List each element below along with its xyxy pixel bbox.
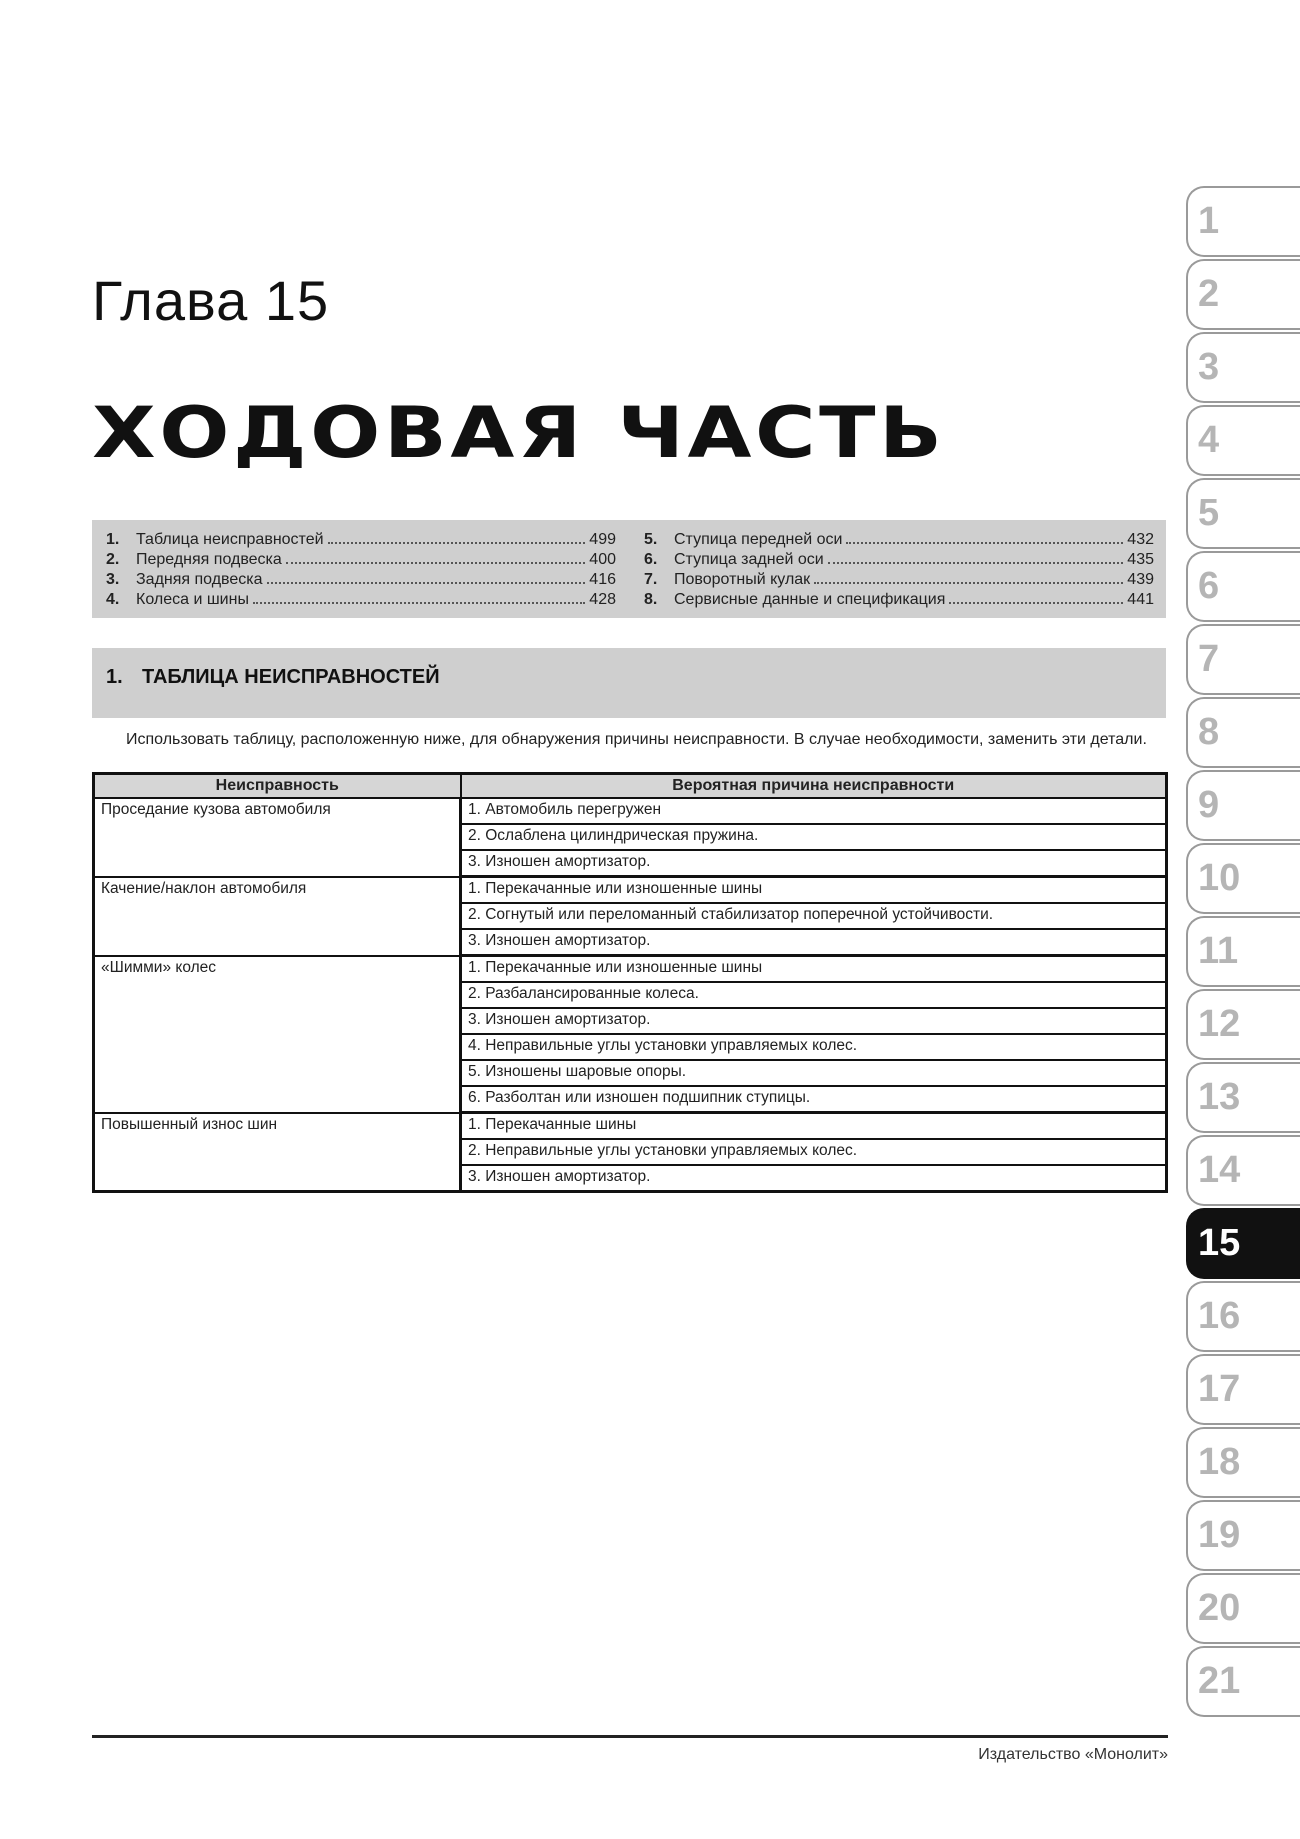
chapter-tabs — [1186, 186, 1300, 1719]
chapter-tab-5[interactable] — [1186, 478, 1300, 549]
fault-cell: Проседание кузова автомобиля — [94, 798, 461, 877]
chapter-tab-label: 21 — [1198, 1660, 1241, 1702]
table-row — [94, 798, 1167, 824]
toc-entry-title: Поворотный кулак — [674, 571, 811, 588]
toc-column-left — [106, 530, 616, 610]
chapter-tab-17[interactable] — [1186, 1354, 1300, 1425]
toc-leader-dots — [328, 541, 586, 544]
chapter-tab-label: 6 — [1198, 565, 1220, 607]
cause-cell: 6. Разболтан или изношен подшипник ступицы. — [461, 1086, 1167, 1113]
chapter-tab-label: 17 — [1198, 1368, 1241, 1410]
chapter-tab-4[interactable] — [1186, 405, 1300, 476]
chapter-tab-9[interactable] — [1186, 770, 1300, 841]
chapter-tab-3[interactable] — [1186, 332, 1300, 403]
chapter-tab-label: 18 — [1198, 1441, 1241, 1483]
chapter-tab-15[interactable] — [1186, 1208, 1300, 1279]
cause-cell: 4. Неправильные углы установки управляемых колес. — [461, 1034, 1167, 1060]
section-intro: Использовать таблицу, расположенную ниже, для обнаружения причины неисправности. В случае необходимости, заменить эти детали. — [126, 731, 1147, 748]
toc-entry[interactable] — [644, 590, 1154, 610]
chapter-tab-label: 5 — [1198, 492, 1220, 534]
cause-cell: 5. Изношены шаровые опоры. — [461, 1060, 1167, 1086]
chapter-title: ХОДОВАЯ ЧАСТЬ — [92, 392, 946, 474]
section-title: ТАБЛИЦА НЕИСПРАВНОСТЕЙ — [142, 666, 440, 688]
chapter-tab-label: 12 — [1198, 1003, 1241, 1045]
publisher-name: Издательство «Монолит» — [978, 1746, 1168, 1763]
fault-cell: Повышенный износ шин — [94, 1113, 461, 1192]
toc-entry-title: Ступица передней оси — [674, 531, 843, 548]
chapter-tab-label: 9 — [1198, 784, 1220, 826]
header-fault: Неисправность — [94, 774, 461, 799]
chapter-tab-label: 13 — [1198, 1076, 1241, 1118]
toc-entry-page: 400 — [589, 551, 616, 568]
chapter-tab-label: 1 — [1198, 200, 1220, 242]
chapter-tab-label: 11 — [1198, 930, 1239, 972]
table-of-contents — [92, 520, 1166, 618]
chapter-tab-label: 3 — [1198, 346, 1220, 388]
chapter-tab-14[interactable] — [1186, 1135, 1300, 1206]
cause-cell: 2. Неправильные углы установки управляемых колес. — [461, 1139, 1167, 1165]
chapter-tab-6[interactable] — [1186, 551, 1300, 622]
header-cause: Вероятная причина неисправности — [461, 774, 1167, 799]
toc-entry-title: Передняя подвеска — [136, 551, 282, 568]
toc-entry-page: 432 — [1127, 531, 1154, 548]
toc-entry-number: 7. — [644, 571, 658, 588]
toc-entry-title: Таблица неисправностей — [136, 531, 324, 548]
toc-entry-page: 428 — [589, 591, 616, 608]
toc-leader-dots — [949, 601, 1123, 604]
toc-entry-page: 435 — [1127, 551, 1154, 568]
faults-table — [92, 772, 1168, 1193]
chapter-tab-13[interactable] — [1186, 1062, 1300, 1133]
chapter-tab-19[interactable] — [1186, 1500, 1300, 1571]
chapter-tab-11[interactable] — [1186, 916, 1300, 987]
chapter-tab-label: 8 — [1198, 711, 1220, 753]
toc-entry[interactable] — [106, 550, 616, 570]
toc-leader-dots — [286, 561, 585, 564]
cause-cell: 2. Ослаблена цилиндрическая пружина. — [461, 824, 1167, 850]
chapter-tab-label: 16 — [1198, 1295, 1241, 1337]
fault-cell: «Шимми» колес — [94, 956, 461, 1113]
table-row — [94, 956, 1167, 983]
toc-entry-page: 439 — [1127, 571, 1154, 588]
toc-entry-number: 2. — [106, 551, 120, 568]
chapter-tab-label: 10 — [1198, 857, 1241, 899]
fault-cell: Качение/наклон автомобиля — [94, 877, 461, 956]
chapter-tab-label: 4 — [1198, 419, 1220, 461]
cause-cell: 3. Изношен амортизатор. — [461, 850, 1167, 877]
chapter-tab-10[interactable] — [1186, 843, 1300, 914]
cause-cell: 3. Изношен амортизатор. — [461, 929, 1167, 956]
cause-cell: 3. Изношен амортизатор. — [461, 1165, 1167, 1192]
cause-cell: 1. Автомобиль перегружен — [461, 798, 1167, 824]
chapter-tab-18[interactable] — [1186, 1427, 1300, 1498]
toc-entry-title: Колеса и шины — [136, 591, 249, 608]
toc-entry-number: 1. — [106, 531, 120, 548]
toc-entry-page: 416 — [589, 571, 616, 588]
toc-entry-number: 4. — [106, 591, 120, 608]
toc-leader-dots — [828, 561, 1124, 564]
cause-cell: 1. Перекачанные шины — [461, 1113, 1167, 1140]
cause-cell: 1. Перекачанные или изношенные шины — [461, 877, 1167, 904]
chapter-tab-2[interactable] — [1186, 259, 1300, 330]
toc-entry[interactable] — [106, 530, 616, 550]
chapter-tab-label: 14 — [1198, 1149, 1241, 1191]
chapter-tab-label: 19 — [1198, 1514, 1241, 1556]
section-number: 1. — [106, 666, 123, 688]
cause-cell: 3. Изношен амортизатор. — [461, 1008, 1167, 1034]
chapter-tab-label: 20 — [1198, 1587, 1241, 1629]
toc-entry-page: 441 — [1127, 591, 1154, 608]
chapter-tab-label: 15 — [1198, 1222, 1241, 1264]
table-row — [94, 1113, 1167, 1140]
toc-entry[interactable] — [644, 570, 1154, 590]
chapter-label: Глава 15 — [92, 269, 330, 332]
footer-divider — [92, 1735, 1168, 1738]
chapter-tab-1[interactable] — [1186, 186, 1300, 257]
toc-entry-number: 6. — [644, 551, 658, 568]
cause-cell: 1. Перекачанные или изношенные шины — [461, 956, 1167, 983]
toc-entry-page: 499 — [589, 531, 616, 548]
chapter-tab-20[interactable] — [1186, 1573, 1300, 1644]
table-header-row — [94, 774, 1167, 799]
toc-leader-dots — [846, 541, 1123, 544]
chapter-tab-label: 2 — [1198, 273, 1220, 315]
toc-entry-title: Сервисные данные и спецификация — [674, 591, 946, 608]
toc-entry[interactable] — [644, 550, 1154, 570]
toc-leader-dots — [267, 581, 586, 584]
toc-entry-number: 8. — [644, 591, 658, 608]
cause-cell: 2. Согнутый или переломанный стабилизатор поперечной устойчивости. — [461, 903, 1167, 929]
chapter-tab-16[interactable] — [1186, 1281, 1300, 1352]
toc-entry[interactable] — [106, 590, 616, 610]
chapter-tab-8[interactable] — [1186, 697, 1300, 768]
toc-entry-number: 3. — [106, 571, 120, 588]
chapter-tab-21[interactable] — [1186, 1646, 1300, 1717]
cause-cell: 2. Разбалансированные колеса. — [461, 982, 1167, 1008]
chapter-tab-7[interactable] — [1186, 624, 1300, 695]
toc-entry-title: Задняя подвеска — [136, 571, 263, 588]
chapter-tab-12[interactable] — [1186, 989, 1300, 1060]
table-row — [94, 877, 1167, 904]
toc-entry[interactable] — [644, 530, 1154, 550]
toc-column-right — [644, 530, 1154, 610]
toc-entry[interactable] — [106, 570, 616, 590]
chapter-tab-label: 7 — [1198, 638, 1220, 680]
toc-entry-title: Ступица задней оси — [674, 551, 824, 568]
toc-entry-number: 5. — [644, 531, 658, 548]
section-header — [92, 648, 1166, 718]
toc-leader-dots — [814, 581, 1123, 584]
toc-leader-dots — [253, 601, 585, 604]
